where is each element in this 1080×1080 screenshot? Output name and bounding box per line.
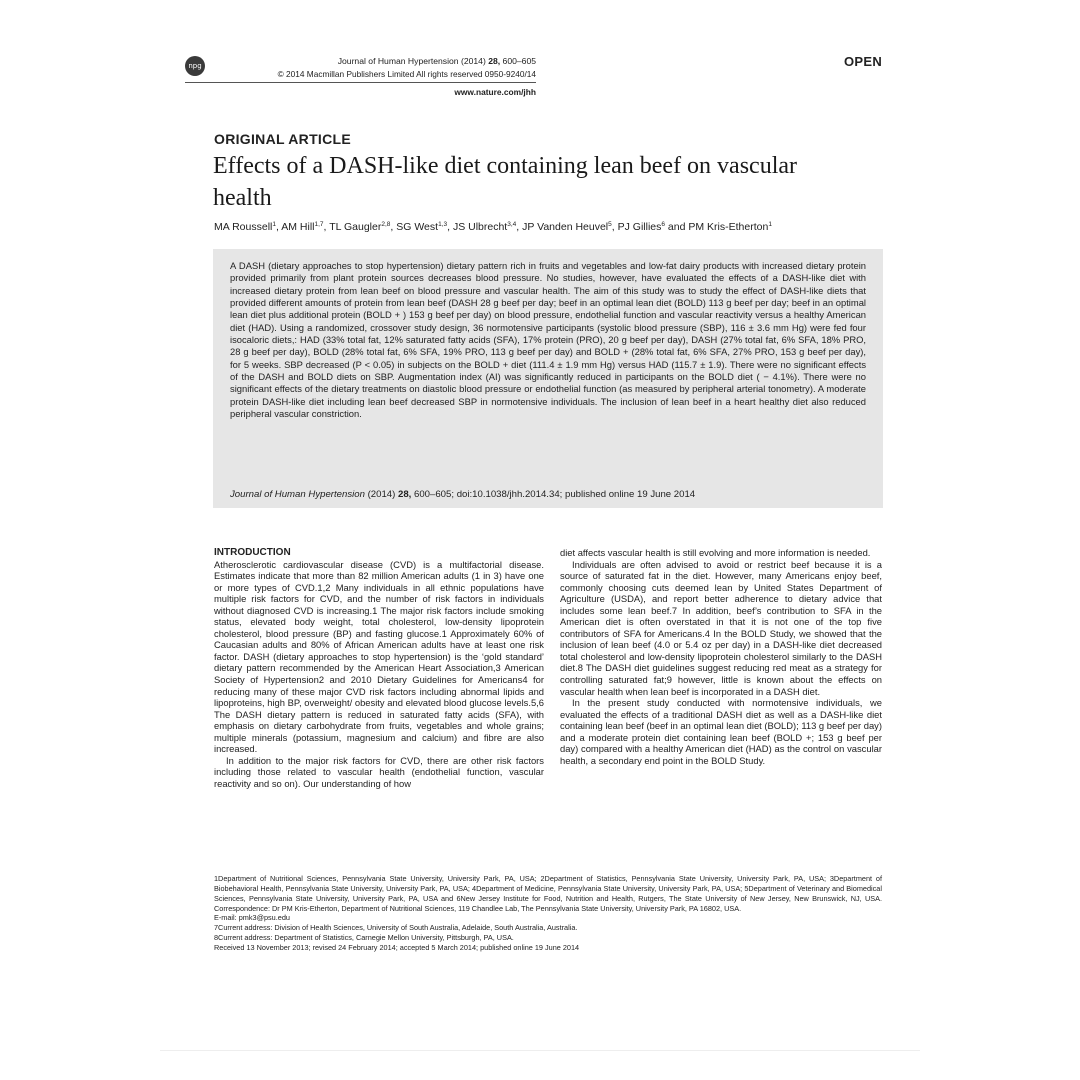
author-name: PJ Gillies [617, 221, 662, 233]
header-divider [185, 82, 536, 83]
address-footnote-7: 7Current address: Division of Health Sciences, University of South Australia, Adelaide, South Australia, Australia. [214, 923, 578, 933]
intro-paragraph-2-continued: diet affects vascular health is still evolving and more information is needed. [560, 547, 871, 558]
author [688, 221, 772, 233]
author-name: PM Kris-Etherton [688, 221, 769, 233]
open-access-label: OPEN [844, 54, 883, 69]
author-name: SG West [396, 221, 439, 233]
journal-volume: 28, [488, 56, 501, 66]
author-name: JS Ulbrecht [452, 221, 508, 233]
author-name: TL Gaugler [329, 221, 382, 233]
intro-paragraph-2: In addition to the major risk factors for CVD, there are other risk factors including those related to vascular health (endothelial function, vascular reactivity and so on). Our understanding of how [214, 754, 544, 789]
intro-paragraph-1: Atherosclerotic cardiovascular disease (CVD) is a multifactorial disease. Estimates indicate that more than 82 million American adults (1 in 3) have one or more types of CVD.1,2 Many individuals in all ethnic populations have multiple risk factors for CVD, and the number of risk factors in individuals without diagnosed CVD is increasing.1 The major risk factors include smoking status, elevated body weight, total cholesterol, low-density lipoprotein cholesterol, blood pressure (BP) and fasting glucose.1 Approximately 60% of Caucasian adults and 80% of African American adults have at least one risk factor. DASH (dietary approaches to stop hypertension) is the ‘gold standard’ dietary pattern recommended by the American Heart Association,3 American Society of Hypertension2 and 2010 Dietary Guidelines for Americans4 for reducing many of these major CVD risk factors including abnormal lipids and lipoproteins, high BP, overweight/ obesity and elevated blood glucose levels.5,6 The DASH dietary pattern is reduced in saturated fatty acids (SFA), with emphasis on dietary carbohydrate from fruits, vegetables and whole grains; multiple minerals (potassium, magnesium and calcium) and fibre are also increased. [214, 558, 544, 755]
citation-volume: 28, [398, 489, 412, 500]
author [522, 221, 612, 233]
author [281, 221, 323, 233]
author [214, 221, 276, 233]
author-affiliation: 1 [272, 221, 276, 228]
copyright-line: © 2014 Macmillan Publishers Limited All rights reserved 0950-9240/14 [277, 69, 536, 79]
citation-journal: Journal of Human Hypertension [230, 489, 365, 500]
received-dates: Received 13 November 2013; revised 24 February 2014; accepted 5 March 2014; published online 19 June 2014 [214, 942, 580, 952]
npg-logo-icon: npg [185, 56, 205, 76]
author-name: AM Hill [281, 221, 315, 233]
affiliations-footnote: 1Department of Nutritional Sciences, Pennsylvania State University, University Park, PA, USA; 2Department of Statistics, Pennsylvania State University, University Park, PA, USA; 3Department of Biobehavioral Health, Pennsylvania State University, University Park, PA, USA; 4Department of Medicine, Pennsylvania State University, University Park, PA, USA; 5Department of Veterinary and Biomedical Sciences, Pennsylvania State University, University Park, PA, USA and 6New Jersey Institute for Food, Nutrition and Health, Rutgers, The State University of New Jersey, New Brunswick, NJ, USA. Correspondence: Dr PM Kris-Etherton, Department of Nutritional Sciences, 119 Chandlee Lab, The Pennsylvania State University, University Park, PA 16802, USA. [214, 874, 882, 913]
citation-details: 600–605; doi:10.1038/jhh.2014.34; published online 19 June 2014 [411, 489, 696, 500]
footnotes [214, 874, 882, 953]
intro-paragraph-3: Individuals are often advised to avoid or restrict beef because it is a source of saturated fat in the diet. However, many Americans enjoy beef, commonly choosing cuts deemed lean by United States Department of Agriculture (USDA), and report better adherence to dietary advice that includes some lean beef.7 In addition, beef’s contribution to SFA in the American diet is often overstated in that it is not one of the top five contributors of SFA for Americans.4 In the BOLD Study, we showed that the inclusion of lean beef (4.0 or 5.4 oz per day) in a DASH-like diet decreased total cholesterol and low-density lipoprotein cholesterol similarly to the DASH diet.8 The DASH diet guidelines suggest reducing red meat as a strategy for controlling saturated fat;9 however, little is known about the effects on vascular health when lean beef is incorporated in a DASH diet. [560, 558, 882, 697]
author [618, 221, 665, 233]
author-affiliation: 1,3 [438, 221, 448, 228]
author [329, 221, 390, 233]
author-affiliation: 1 [768, 221, 772, 228]
article-type-label: ORIGINAL ARTICLE [214, 131, 352, 147]
abstract-text: A DASH (dietary approaches to stop hypertension) dietary pattern rich in fruits and vegetables and low-fat dairy products with increased dietary protein provided primarily from plant protein sources decreases blood pressure. No studies, however, have evaluated the effects of a DASH-like diet with increased dietary protein from lean beef on blood pressure and vascular health. The aim of this study was to study the effect of DASH-like diets that provided different amounts of protein from lean beef (DASH 28 g beef per day; beef in an optimal lean diet (BOLD) 113 g beef per day; beef in an optimal lean diet plus additional protein (BOLD + ) 153 g beef per day) on blood pressure, endothelial function and vascular reactivity versus a healthy American diet (HAD). Using a randomized, crossover study design, 36 normotensive participants (systolic blood pressure (SBP), 116 ± 3.6 mm Hg) were fed four isocaloric diets,: HAD (33% total fat, 12% saturated fatty acids (SFA), 17% protein (PRO), 20 g beef per day), DASH (27% total fat, 6% SFA, 18% PRO, 28 g beef per day), BOLD (28% total fat, 6% SFA, 19% PRO, 113 g beef per day) and BOLD + (28% total fat, 6% SFA, 27% PRO, 153 g beef per day), for 5 weeks. SBP decreased (P < 0.05) in subjects on the BOLD + diet (111.4 ± 1.9 mm Hg) versus HAD (115.7 ± 1.9). There were no significant effects of the DASH and BOLD diets on SBP. Augmentation index (AI) was significantly reduced in participants on the BOLD diet ( − 4.1%). There were no significant effects of the dietary treatments on diastolic blood pressure or endothelial function (as measured by peripheral arterial tonometry). A moderate protein DASH-like diet including lean beef decreased SBP in normotensive individuals. The inclusion of lean beef in a heart healthy diet also reduced peripheral vascular constriction. [230, 260, 866, 420]
author [453, 221, 516, 233]
email-footnote: E-mail: pmk3@psu.edu [214, 913, 290, 923]
author-affiliation: 2,8 [381, 221, 391, 228]
journal-name: Journal of Human Hypertension (2014) [337, 56, 489, 66]
page-bottom-divider [160, 1050, 920, 1051]
journal-pages: 600–605 [500, 56, 536, 66]
article-title: Effects of a DASH-like diet containing lean beef on vascular health [213, 153, 798, 211]
body-column-right [560, 547, 882, 766]
author-list: MA Roussell$^1$, AM Hill$^{1,7}$, TL Gaugler$^{2,8}$, SG West$^{1,3}$, JS Ulbrecht$^{3,4}$, JP Vanden Heuvel$^5$, PJ Gillies$^6$ and PM Kris-Etherton$^1$ [214, 221, 772, 233]
section-heading-introduction: INTRODUCTION [214, 547, 291, 558]
author-name: MA Roussell [214, 221, 273, 233]
author-affiliation: 1,7 [314, 221, 324, 228]
journal-url-link[interactable]: www.nature.com/jhh [454, 87, 536, 97]
body-column-left [214, 547, 544, 789]
author-affiliation: 5 [608, 221, 612, 228]
abstract-citation [230, 489, 866, 501]
author [396, 221, 447, 233]
author-affiliation: 6 [661, 221, 665, 228]
author-name: JP Vanden Heuvel [522, 221, 609, 233]
citation-year: (2014) [364, 489, 398, 500]
address-footnote-8: 8Current address: Department of Statistics, Carnegie Mellon University, Pittsburgh, PA, USA. [214, 933, 514, 943]
journal-citation-header [214, 55, 536, 68]
intro-paragraph-4: In the present study conducted with normotensive individuals, we evaluated the effects of a traditional DASH diet as well as a DASH-like diet containing lean beef (beef in an optimal lean diet (BOLD); 113 g beef per day) and a moderate protein diet containing lean beef (BOLD +; 153 g beef per day) compared with a healthy American diet (HAD) as the control on vascular health, a secondary end point in the BOLD Study. [560, 697, 882, 766]
author-affiliation: 3,4 [507, 221, 517, 228]
